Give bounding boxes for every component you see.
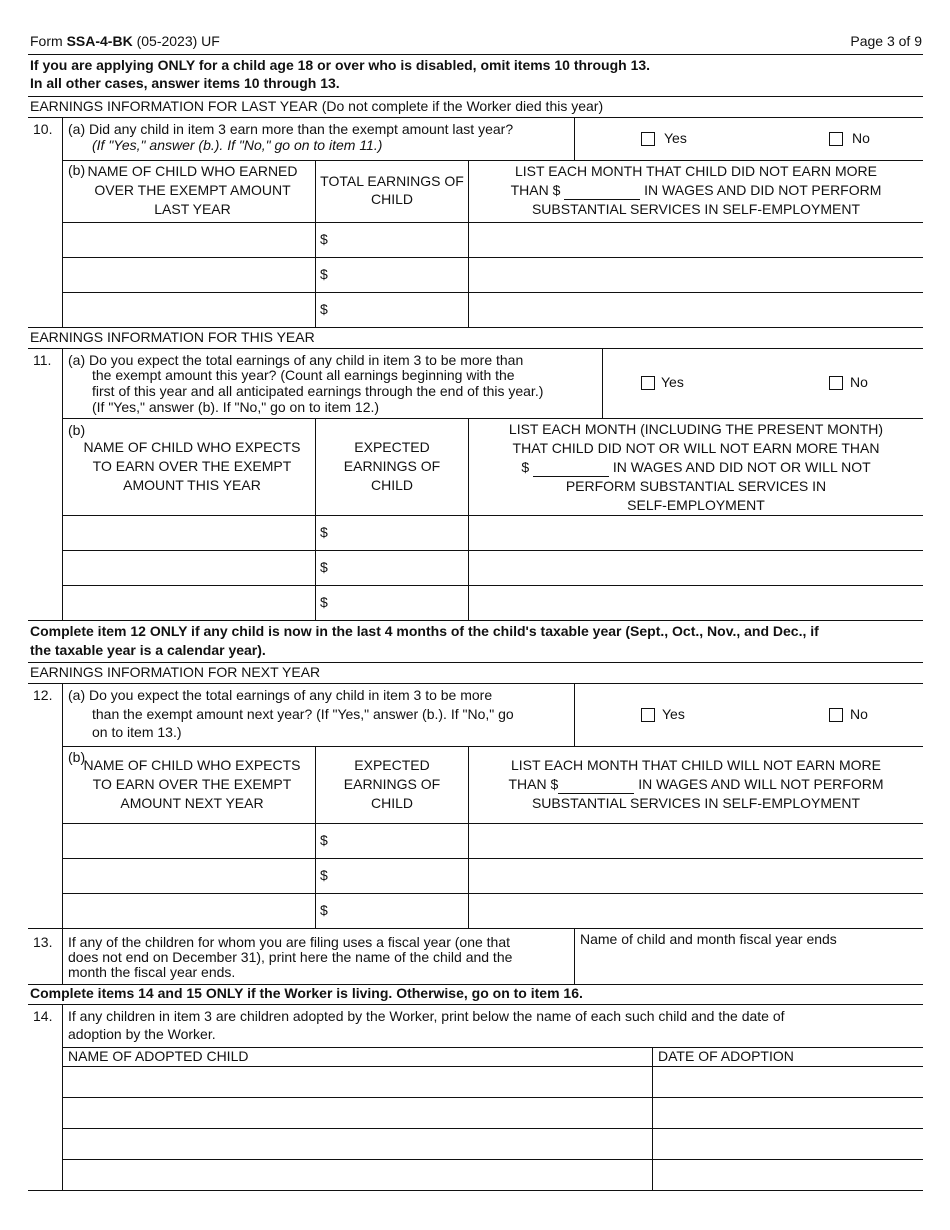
item-14-row-1-name[interactable] bbox=[63, 1067, 652, 1097]
item-13-fiscal-year-field[interactable] bbox=[575, 950, 923, 983]
form-revision: (05-2023) UF bbox=[136, 33, 220, 49]
intro-line-2: In all other cases, answer items 10 through 13. bbox=[30, 75, 340, 91]
item-14-row-1-date[interactable] bbox=[653, 1067, 923, 1097]
item-10-question: (a) Did any child in item 3 earn more than the exempt amount last year? bbox=[68, 121, 514, 137]
item-12-number: 12. bbox=[33, 687, 53, 703]
item-11-row-3-months[interactable] bbox=[469, 586, 923, 620]
form-id: SSA-4-BK bbox=[66, 33, 133, 49]
item-12-yes-label: Yes bbox=[662, 706, 685, 722]
form-prefix: Form bbox=[30, 33, 63, 49]
item-11-row-2-name[interactable] bbox=[63, 551, 315, 585]
item-12-row-2-earnings[interactable] bbox=[332, 859, 467, 893]
item-12-col-name-header: NAME OF CHILD WHO EXPECTS TO EARN OVER THE EXEMPT AMOUNT NEXT YEAR bbox=[83, 757, 301, 811]
item-14-row-4-date[interactable] bbox=[653, 1160, 923, 1190]
item-10-row-3-dollar: $ bbox=[320, 301, 328, 317]
item-10-col-name-header: NAME OF CHILD WHO EARNED OVER THE EXEMPT AMOUNT LAST YEAR bbox=[87, 163, 298, 217]
item-12-no-label: No bbox=[850, 706, 868, 722]
item-12-row-1-name[interactable] bbox=[63, 824, 315, 858]
item-12-row-3-dollar: $ bbox=[320, 902, 328, 918]
item-11-col-months-header: LIST EACH MONTH (INCLUDING THE PRESENT MONTH) THAT CHILD DID NOT OR WILL NOT EARN MORE THAN $ IN WAGES AND DID NOT OR WILL NOT PERFORM SUBSTANTIAL SERVICES IN SELF-EMPLOYMENT bbox=[508, 421, 884, 513]
item-11-b-label: (b) bbox=[68, 422, 86, 438]
item-11-instruction: (If "Yes," answer (b). If "No," go on to item 12.) bbox=[92, 399, 380, 415]
item-14-row-2-date[interactable] bbox=[653, 1098, 923, 1128]
item-10-row-3-name[interactable] bbox=[63, 293, 315, 327]
item-10-row-1-earnings[interactable] bbox=[332, 223, 467, 257]
item-14-col-name-header: NAME OF ADOPTED CHILD bbox=[68, 1048, 249, 1064]
item-10-row-3-earnings[interactable] bbox=[332, 293, 467, 327]
item-10-number: 10. bbox=[33, 121, 53, 137]
item-11-row-1-earnings[interactable] bbox=[332, 516, 467, 550]
item-10-row-2-months[interactable] bbox=[469, 258, 923, 292]
item-11-question-2: the exempt amount this year? (Count all earnings beginning with the bbox=[92, 367, 515, 383]
item-13-field-label: Name of child and month fiscal year ends bbox=[580, 931, 837, 947]
item-10-instruction: (If "Yes," answer (b.). If "No," go on to item 11.) bbox=[92, 137, 383, 153]
item-10-row-3-months[interactable] bbox=[469, 293, 923, 327]
item-12-row-3-months[interactable] bbox=[469, 894, 923, 928]
item-11-col-earnings-header: EXPECTED EARNINGS OF CHILD bbox=[343, 439, 441, 493]
item-12-row-2-dollar: $ bbox=[320, 867, 328, 883]
item-11-row-1-name[interactable] bbox=[63, 516, 315, 550]
item-10-row-1-name[interactable] bbox=[63, 223, 315, 257]
item-14-text-2: adoption by the Worker. bbox=[68, 1026, 216, 1042]
item-14-row-3-date[interactable] bbox=[653, 1129, 923, 1159]
item-11-row-2-earnings[interactable] bbox=[332, 551, 467, 585]
item-14-row-2-name[interactable] bbox=[63, 1098, 652, 1128]
item-12-question-3: on to item 13.) bbox=[92, 724, 182, 740]
item-12-row-3-earnings[interactable] bbox=[332, 894, 467, 928]
item-10-col-months-header: LIST EACH MONTH THAT CHILD DID NOT EARN MORE THAN $ IN WAGES AND DID NOT PERFORM SUBSTANTIAL SERVICES IN SELF-EMPLOYMENT bbox=[510, 163, 882, 217]
exempt-amount-blank-12[interactable] bbox=[558, 780, 634, 794]
item-12-row-2-name[interactable] bbox=[63, 859, 315, 893]
item-11-row-2-dollar: $ bbox=[320, 559, 328, 575]
item-12-row-1-earnings[interactable] bbox=[332, 824, 467, 858]
exempt-amount-blank-11[interactable] bbox=[533, 463, 609, 477]
item-14-number: 14. bbox=[33, 1008, 53, 1024]
item-12-yes-checkbox[interactable] bbox=[641, 708, 655, 722]
item-11-row-1-months[interactable] bbox=[469, 516, 923, 550]
item-11-yes-label: Yes bbox=[661, 374, 684, 390]
item-12-question-2: than the exempt amount next year? (If "Yes," answer (b.). If "No," go bbox=[92, 706, 514, 722]
item-13-text-2: does not end on December 31), print here the name of the child and the bbox=[68, 949, 513, 965]
item-10-row-1-months[interactable] bbox=[469, 223, 923, 257]
intro-line-1: If you are applying ONLY for a child age 18 or over who is disabled, omit items 10 through 13. bbox=[30, 57, 651, 73]
item-10-col-earnings-header: TOTAL EARNINGS OF CHILD bbox=[320, 173, 464, 207]
note-12-line-1: Complete item 12 ONLY if any child is now in the last 4 months of the child's taxable year (Sept., Oct., Nov., and Dec., if bbox=[30, 623, 819, 639]
item-14-col-date-header: DATE OF ADOPTION bbox=[658, 1048, 794, 1064]
item-10-row-2-earnings[interactable] bbox=[332, 258, 467, 292]
section-last-year: EARNINGS INFORMATION FOR LAST YEAR (Do not complete if the Worker died this year) bbox=[30, 98, 604, 114]
note-14: Complete items 14 and 15 ONLY if the Worker is living. Otherwise, go on to item 16. bbox=[30, 985, 583, 1001]
item-10-yes-label: Yes bbox=[664, 130, 687, 146]
item-10-no-checkbox[interactable] bbox=[829, 132, 843, 146]
item-13-text-3: month the fiscal year ends. bbox=[68, 964, 236, 980]
item-11-question-3: first of this year and all anticipated earnings through the end of this year.) bbox=[92, 383, 544, 399]
item-12-col-months-header: LIST EACH MONTH THAT CHILD WILL NOT EARN MORE THAN $ IN WAGES AND WILL NOT PERFORM SUBSTANTIAL SERVICES IN SELF-EMPLOYMENT bbox=[508, 757, 884, 811]
item-10-yes-checkbox[interactable] bbox=[641, 132, 655, 146]
form-id-line bbox=[30, 33, 220, 50]
item-14-row-3-name[interactable] bbox=[63, 1129, 652, 1159]
item-10-no-label: No bbox=[852, 130, 870, 146]
item-11-number: 11. bbox=[33, 352, 52, 368]
item-13-text-1: If any of the children for whom you are filing uses a fiscal year (one that bbox=[68, 934, 511, 950]
item-11-no-label: No bbox=[850, 374, 868, 390]
item-11-row-3-name[interactable] bbox=[63, 586, 315, 620]
item-13-number: 13. bbox=[33, 934, 53, 950]
item-11-row-2-months[interactable] bbox=[469, 551, 923, 585]
item-12-row-3-name[interactable] bbox=[63, 894, 315, 928]
item-12-b-label: (b) bbox=[68, 749, 86, 765]
note-12-line-2: the taxable year is a calendar year). bbox=[30, 642, 266, 658]
item-11-row-3-earnings[interactable] bbox=[332, 586, 467, 620]
item-10-b-label: (b) bbox=[68, 162, 86, 178]
item-10-row-2-name[interactable] bbox=[63, 258, 315, 292]
item-12-question-1: (a) Do you expect the total earnings of any child in item 3 to be more bbox=[68, 687, 493, 703]
item-11-row-1-dollar: $ bbox=[320, 524, 328, 540]
item-12-row-1-dollar: $ bbox=[320, 832, 328, 848]
item-12-row-1-months[interactable] bbox=[469, 824, 923, 858]
item-12-col-earnings-header: EXPECTED EARNINGS OF CHILD bbox=[343, 757, 441, 811]
item-11-yes-checkbox[interactable] bbox=[641, 376, 655, 390]
item-14-row-4-name[interactable] bbox=[63, 1160, 652, 1190]
item-11-question-1: (a) Do you expect the total earnings of any child in item 3 to be more than bbox=[68, 352, 524, 368]
item-14-text-1: If any children in item 3 are children adopted by the Worker, print below the name of each such child and the date of bbox=[68, 1008, 785, 1024]
item-11-row-3-dollar: $ bbox=[320, 594, 328, 610]
item-10-row-1-dollar: $ bbox=[320, 231, 328, 247]
item-10-row-2-dollar: $ bbox=[320, 266, 328, 282]
section-this-year: EARNINGS INFORMATION FOR THIS YEAR bbox=[30, 329, 315, 345]
item-12-row-2-months[interactable] bbox=[469, 859, 923, 893]
exempt-amount-blank-10[interactable] bbox=[564, 186, 640, 200]
item-11-col-name-header: NAME OF CHILD WHO EXPECTS TO EARN OVER THE EXEMPT AMOUNT THIS YEAR bbox=[83, 439, 301, 493]
page-number: Page 3 of 9 bbox=[850, 33, 922, 49]
section-next-year: EARNINGS INFORMATION FOR NEXT YEAR bbox=[30, 664, 321, 680]
item-12-no-checkbox[interactable] bbox=[829, 708, 843, 722]
item-11-no-checkbox[interactable] bbox=[829, 376, 843, 390]
